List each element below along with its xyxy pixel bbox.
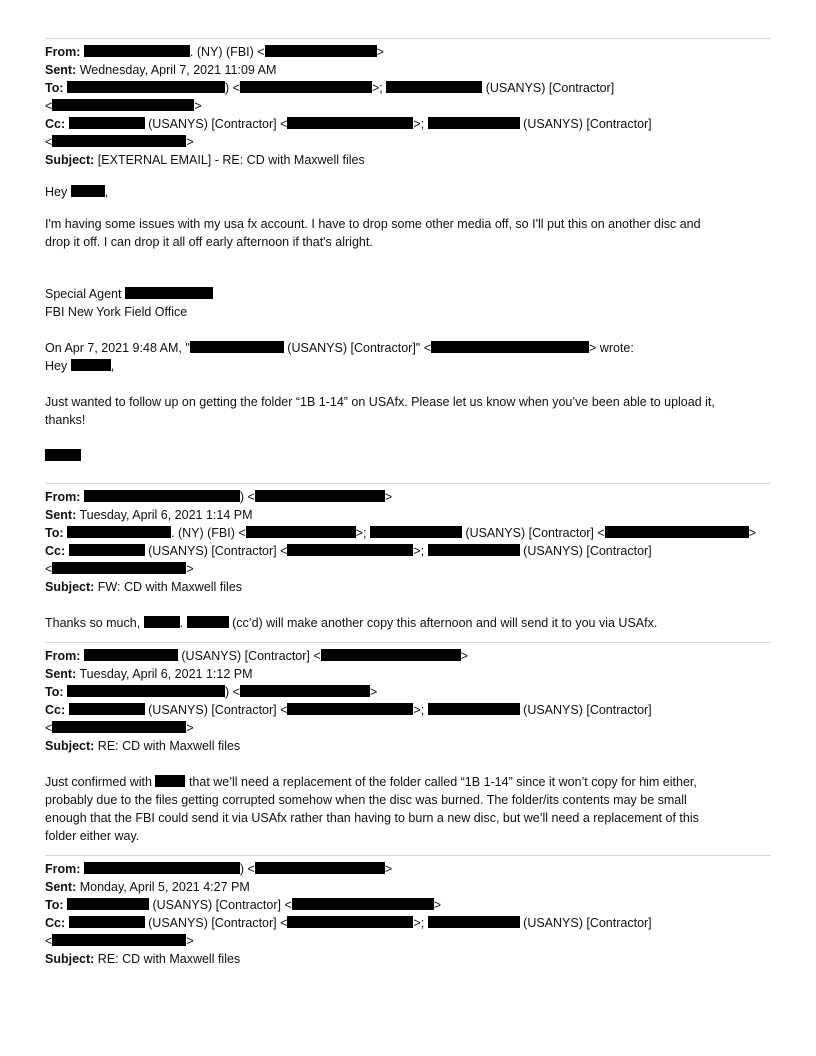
quote-header xyxy=(45,339,771,357)
email-body xyxy=(45,614,771,632)
redaction xyxy=(386,81,482,93)
redaction xyxy=(52,721,186,733)
sent-date: Monday, April 5, 2021 4:27 PM xyxy=(79,880,250,894)
cc-line xyxy=(45,914,771,932)
sent-label: Sent: xyxy=(45,63,77,77)
cc-line xyxy=(45,701,771,719)
body-line: folder either way. xyxy=(45,829,140,843)
to-text: ) < xyxy=(225,685,240,699)
cc-text: (USANYS) [Contractor] xyxy=(523,703,652,717)
redaction xyxy=(71,185,105,197)
redaction xyxy=(287,544,413,556)
to-text: (USANYS) [Contractor] < xyxy=(465,526,605,540)
cc-text: (USANYS) [Contractor] < xyxy=(148,544,288,558)
cc-text: (USANYS) [Contractor] xyxy=(523,544,652,558)
sent-label: Sent: xyxy=(45,667,77,681)
redaction xyxy=(52,135,186,147)
cc-line xyxy=(45,115,771,133)
separator xyxy=(45,855,771,856)
cc-text: >; xyxy=(413,544,425,558)
cc-text: (USANYS) [Contractor] xyxy=(523,117,652,131)
cc-label: Cc: xyxy=(45,544,66,558)
sent-line xyxy=(45,878,771,896)
cc-text: > xyxy=(186,562,194,576)
to-label: To: xyxy=(45,81,64,95)
redaction xyxy=(428,916,520,928)
to-line xyxy=(45,683,771,701)
redaction xyxy=(265,45,377,57)
body-text: Just confirmed with xyxy=(45,775,152,789)
cc-line-cont xyxy=(45,719,771,737)
cc-text: < xyxy=(45,562,53,576)
email-header-1 xyxy=(45,43,771,169)
cc-text: > xyxy=(186,135,194,149)
cc-text: (USANYS) [Contractor] xyxy=(523,916,652,930)
cc-label: Cc: xyxy=(45,916,66,930)
greeting-text: , xyxy=(104,185,109,199)
body-line: I'm having some issues with my usa fx account. I have to drop some other media off, so I'll put this on another disc and xyxy=(45,217,701,231)
to-text: > xyxy=(369,685,378,699)
subject-text: RE: CD with Maxwell files xyxy=(97,952,241,966)
quote-signoff xyxy=(45,447,771,465)
greeting-text: Hey xyxy=(45,185,68,199)
subject-text: RE: CD with Maxwell files xyxy=(97,739,241,753)
signature-office: FBI New York Field Office xyxy=(45,305,188,319)
redaction xyxy=(71,359,111,371)
redaction xyxy=(287,117,413,129)
to-line-cont xyxy=(45,97,771,115)
cc-line-cont xyxy=(45,133,771,151)
redaction xyxy=(84,45,190,57)
subject-label: Subject: xyxy=(45,580,95,594)
redaction xyxy=(69,117,145,129)
from-line xyxy=(45,860,771,878)
cc-text: (USANYS) [Contractor] < xyxy=(148,117,288,131)
redaction xyxy=(67,898,149,910)
to-line xyxy=(45,524,771,542)
subject-line xyxy=(45,737,771,755)
body-line: thanks! xyxy=(45,413,86,427)
redaction xyxy=(370,526,462,538)
cc-label: Cc: xyxy=(45,117,66,131)
sent-date: Wednesday, April 7, 2021 11:09 AM xyxy=(79,63,277,77)
redaction xyxy=(287,703,413,715)
redaction xyxy=(246,526,356,538)
from-text: > xyxy=(376,45,384,59)
cc-text: (USANYS) [Contractor] < xyxy=(148,916,288,930)
signature-text: Special Agent xyxy=(45,287,122,301)
from-text: > xyxy=(460,649,468,663)
cc-text: > xyxy=(186,934,194,948)
from-text: > xyxy=(384,490,393,504)
redaction xyxy=(240,685,370,697)
body-line: probably due to the files getting corrupted somehow when the disc was burned. The folder/its contents may be small xyxy=(45,793,687,807)
cc-text: >; xyxy=(413,117,425,131)
redaction xyxy=(428,703,520,715)
subject-text: FW: CD with Maxwell files xyxy=(97,580,243,594)
redaction xyxy=(45,449,81,461)
redaction xyxy=(125,287,213,299)
cc-text: < xyxy=(45,135,53,149)
subject-text: [EXTERNAL EMAIL] - RE: CD with Maxwell files xyxy=(97,153,365,167)
from-text: ) < xyxy=(239,862,255,876)
from-label: From: xyxy=(45,45,81,59)
cc-line-cont xyxy=(45,932,771,950)
to-text: . (NY) (FBI) < xyxy=(171,526,246,540)
redaction xyxy=(67,526,171,538)
signature xyxy=(45,285,771,303)
email-body xyxy=(45,215,771,251)
sent-line xyxy=(45,506,771,524)
from-text: ) < xyxy=(239,490,255,504)
cc-text: >; xyxy=(413,916,425,930)
email-header-3 xyxy=(45,647,771,755)
quote-text: > wrote: xyxy=(589,341,634,355)
from-line xyxy=(45,647,771,665)
body-line: enough that the FBI could send it via USAfx rather than having to burn a new disc, but we’ll need a replacement of this xyxy=(45,811,699,825)
quote-text: Hey xyxy=(45,359,68,373)
separator xyxy=(45,483,771,484)
sent-line xyxy=(45,665,771,683)
to-text: >; xyxy=(371,81,383,95)
email-header-2 xyxy=(45,488,771,596)
from-label: From: xyxy=(45,862,81,876)
to-text: < xyxy=(45,99,53,113)
redaction xyxy=(287,916,413,928)
redaction xyxy=(84,649,178,661)
redaction xyxy=(52,99,194,111)
redaction xyxy=(605,526,749,538)
from-text: > xyxy=(384,862,393,876)
to-label: To: xyxy=(45,526,64,540)
redaction xyxy=(69,916,145,928)
redaction xyxy=(84,490,240,502)
cc-text: >; xyxy=(413,703,425,717)
email-body xyxy=(45,773,771,845)
quote-body xyxy=(45,393,771,429)
from-text: (USANYS) [Contractor] < xyxy=(181,649,321,663)
cc-text: > xyxy=(186,721,194,735)
redaction xyxy=(255,490,385,502)
redaction xyxy=(67,685,225,697)
redaction xyxy=(67,81,225,93)
from-label: From: xyxy=(45,649,81,663)
redaction xyxy=(255,862,385,874)
from-line xyxy=(45,488,771,506)
email-thread xyxy=(45,38,771,968)
to-label: To: xyxy=(45,898,64,912)
redaction xyxy=(187,616,229,628)
cc-text: (USANYS) [Contractor] < xyxy=(148,703,288,717)
separator xyxy=(45,642,771,643)
cc-label: Cc: xyxy=(45,703,66,717)
redaction xyxy=(428,544,520,556)
to-text: (USANYS) [Contractor] < xyxy=(152,898,292,912)
sent-date: Tuesday, April 6, 2021 1:12 PM xyxy=(79,667,253,681)
body-line: drop it off. I can drop it all off early afternoon if that's alright. xyxy=(45,235,373,249)
quote-text: , xyxy=(110,359,115,373)
sent-date: Tuesday, April 6, 2021 1:14 PM xyxy=(79,508,253,522)
redaction xyxy=(52,934,186,946)
to-line xyxy=(45,79,771,97)
redaction xyxy=(240,81,372,93)
to-line xyxy=(45,896,771,914)
greeting xyxy=(45,183,771,201)
redaction xyxy=(292,898,434,910)
cc-text: < xyxy=(45,721,53,735)
quote-text: (USANYS) [Contractor]" < xyxy=(287,341,432,355)
redaction xyxy=(321,649,461,661)
redaction xyxy=(69,544,145,556)
subject-line xyxy=(45,151,771,169)
to-text: (USANYS) [Contractor] xyxy=(485,81,615,95)
from-text: . (NY) (FBI) < xyxy=(189,45,265,59)
sent-label: Sent: xyxy=(45,508,77,522)
to-text: > xyxy=(433,898,442,912)
redaction xyxy=(144,616,180,628)
email-header-4 xyxy=(45,860,771,968)
redaction xyxy=(69,703,145,715)
from-line xyxy=(45,43,771,61)
cc-line xyxy=(45,542,771,560)
redaction xyxy=(155,775,185,787)
body-text: (cc’d) will make another copy this afternoon and will send it to you via USAfx. xyxy=(232,616,658,630)
redaction xyxy=(428,117,520,129)
cc-text: < xyxy=(45,934,53,948)
to-text: ) < xyxy=(225,81,240,95)
redaction xyxy=(84,862,240,874)
from-label: From: xyxy=(45,490,81,504)
redaction xyxy=(190,341,284,353)
to-text: > xyxy=(194,99,202,113)
to-text: > xyxy=(748,526,756,540)
cc-line-cont xyxy=(45,560,771,578)
quote-greeting xyxy=(45,357,771,375)
body-text: that we’ll need a replacement of the folder called “1B 1-14” since it won’t copy for him either, xyxy=(188,775,697,789)
subject-line xyxy=(45,950,771,968)
sent-label: Sent: xyxy=(45,880,77,894)
body-line: Just wanted to follow up on getting the folder “1B 1-14” on USAfx. Please let us know when you’ve been able to upload it, xyxy=(45,395,715,409)
separator xyxy=(45,38,771,39)
to-text: >; xyxy=(355,526,367,540)
subject-label: Subject: xyxy=(45,739,95,753)
subject-line xyxy=(45,578,771,596)
sent-line xyxy=(45,61,771,79)
to-label: To: xyxy=(45,685,64,699)
body-text: Thanks so much, xyxy=(45,616,141,630)
subject-label: Subject: xyxy=(45,952,95,966)
subject-label: Subject: xyxy=(45,153,95,167)
quote-text: On Apr 7, 2021 9:48 AM, " xyxy=(45,341,190,355)
body-text: . xyxy=(179,616,184,630)
redaction xyxy=(431,341,589,353)
redaction xyxy=(52,562,186,574)
body-line xyxy=(45,773,771,791)
